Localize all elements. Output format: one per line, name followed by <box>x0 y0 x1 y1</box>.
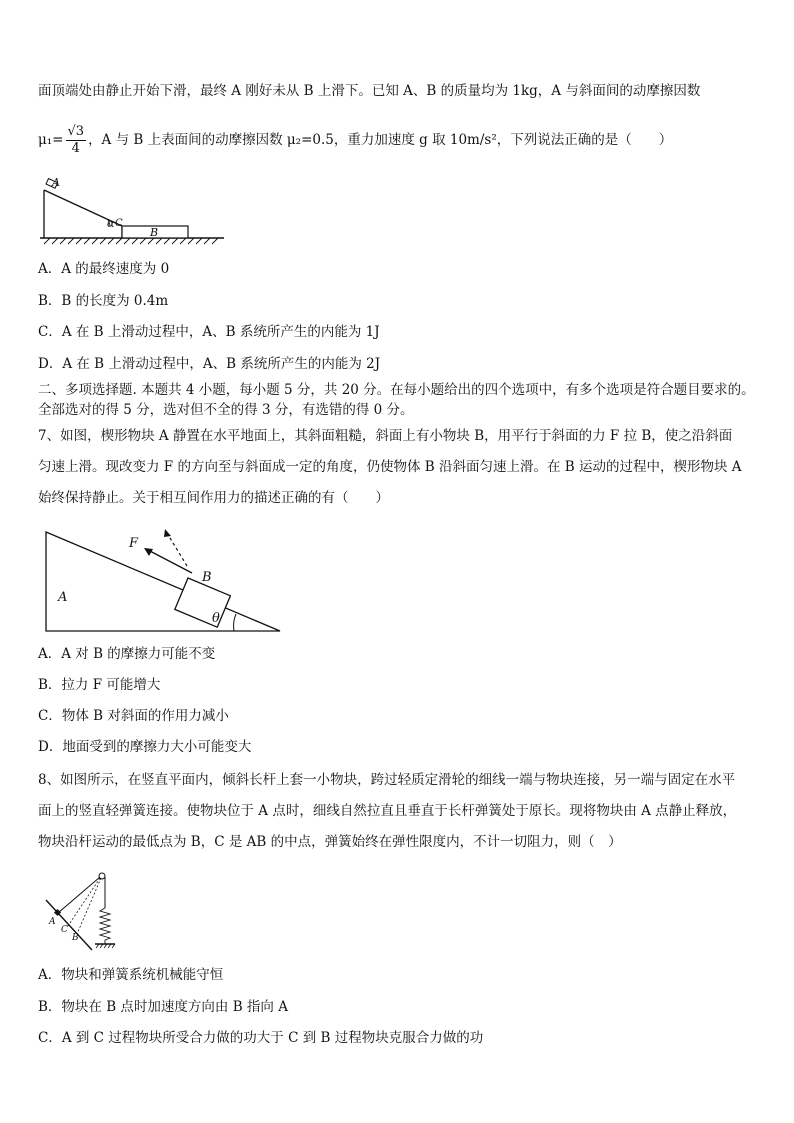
q6-option-a[interactable]: A．A 的最终速度为 0 <box>38 261 170 277</box>
q7-option-b[interactable]: B．拉力 F 可能增大 <box>38 677 161 693</box>
q6-figure-incline-board <box>38 170 238 254</box>
q8-option-c[interactable]: C．A 到 C 过程物块所受合力做的功大于 C 到 B 过程物块克服合力做的功 <box>38 1030 484 1046</box>
q7-label-a: A <box>58 590 68 605</box>
q6-label-b: B <box>150 226 159 239</box>
q6-label-alpha: α <box>107 217 115 230</box>
q6-option-c[interactable]: C．A 在 B 上滑动过程中，A、B 系统所产生的内能为 1J <box>38 324 380 340</box>
q8-label-b: B <box>72 933 79 943</box>
q7-stem-line-2: 匀速上滑。现改变力 F 的方向至与斜面成一定的角度，仍使物体 B 沿斜面匀速上滑。在 B 运动的过程中，楔形物块 A <box>38 459 742 475</box>
q7-label-theta: θ <box>212 611 220 626</box>
q8-label-c: C <box>61 925 68 935</box>
mu1-denominator: 4 <box>71 141 80 156</box>
q7-stem-line-3: 始终保持静止。关于相互间作用力的描述正确的有（ ） <box>38 490 389 506</box>
q7-figure-wedge <box>40 528 290 642</box>
q7-option-d[interactable]: D．地面受到的摩擦力大小可能变大 <box>38 739 252 755</box>
q7-figure-svg <box>40 528 290 638</box>
q6-stem-line-2-rest: ，A 与 B 上表面间的动摩擦因数 μ₂=0.5，重力加速度 g 取 10m/s²，下列说法正确的是（ ） <box>88 132 673 148</box>
q8-figure-svg <box>40 868 130 953</box>
mu1-fraction <box>66 124 87 157</box>
q7-label-b: B <box>202 570 212 585</box>
q8-label-a: A <box>49 917 56 927</box>
mu1-numerator: √3 <box>67 124 85 139</box>
q6-figure-svg <box>38 170 238 250</box>
q6-label-a: A <box>52 176 60 189</box>
mu1-label: μ₁= <box>38 132 64 148</box>
q6-stem-line-1: 面顶端处由静止开始下滑，最终 A 刚好未从 B 上滑下。已知 A、B 的质量均为 1kg，A 与斜面间的动摩擦因数 <box>38 83 701 99</box>
q8-stem-line-1: 8、如图所示，在竖直平面内，倾斜长杆上套一小物块，跨过轻质定滑轮的细线一端与物块连接，另一端与固定在水平 <box>38 772 736 788</box>
q8-option-a[interactable]: A．物块和弹簧系统机械能守恒 <box>38 967 224 983</box>
q6-option-b[interactable]: B．B 的长度为 0.4m <box>38 293 169 309</box>
q7-option-a[interactable]: A．A 对 B 的摩擦力可能不变 <box>38 646 216 662</box>
q7-stem-line-1: 7、如图，楔形物块 A 静置在水平地面上，其斜面粗糙，斜面上有小物块 B，用平行于斜面的力 F 拉 B，使之沿斜面 <box>38 428 733 444</box>
section2-heading-line-2: 全部选对的得 5 分，选对但不全的得 3 分，有选错的得 0 分。 <box>38 402 414 418</box>
q7-option-c[interactable]: C．物体 B 对斜面的作用力减小 <box>38 708 229 724</box>
q8-stem-line-2: 面上的竖直轻弹簧连接。使物块位于 A 点时，细线自然拉直且垂直于长杆弹簧处于原长。现将物块由 A 点静止释放， <box>38 803 737 819</box>
q8-option-b[interactable]: B．物块在 B 点时加速度方向由 B 指向 A <box>38 999 288 1015</box>
q6-option-d[interactable]: D．A 在 B 上滑动过程中，A、B 系统所产生的内能为 2J <box>38 356 381 372</box>
q6-stem-line-2 <box>38 124 762 157</box>
q7-label-f: F <box>129 536 139 551</box>
q8-stem-line-3: 物块沿杆运动的最低点为 B，C 是 AB 的中点，弹簧始终在弹性限度内，不计一切阻力，则（ ） <box>38 834 622 850</box>
q8-figure-rod-spring <box>40 868 130 957</box>
q6-label-c: C <box>115 218 123 229</box>
section2-heading-line-1: 二、多项选择题. 本题共 4 小题，每小题 5 分，共 20 分。在每小题给出的四个选项中，有多个选项是符合题目要求的。 <box>38 382 755 398</box>
